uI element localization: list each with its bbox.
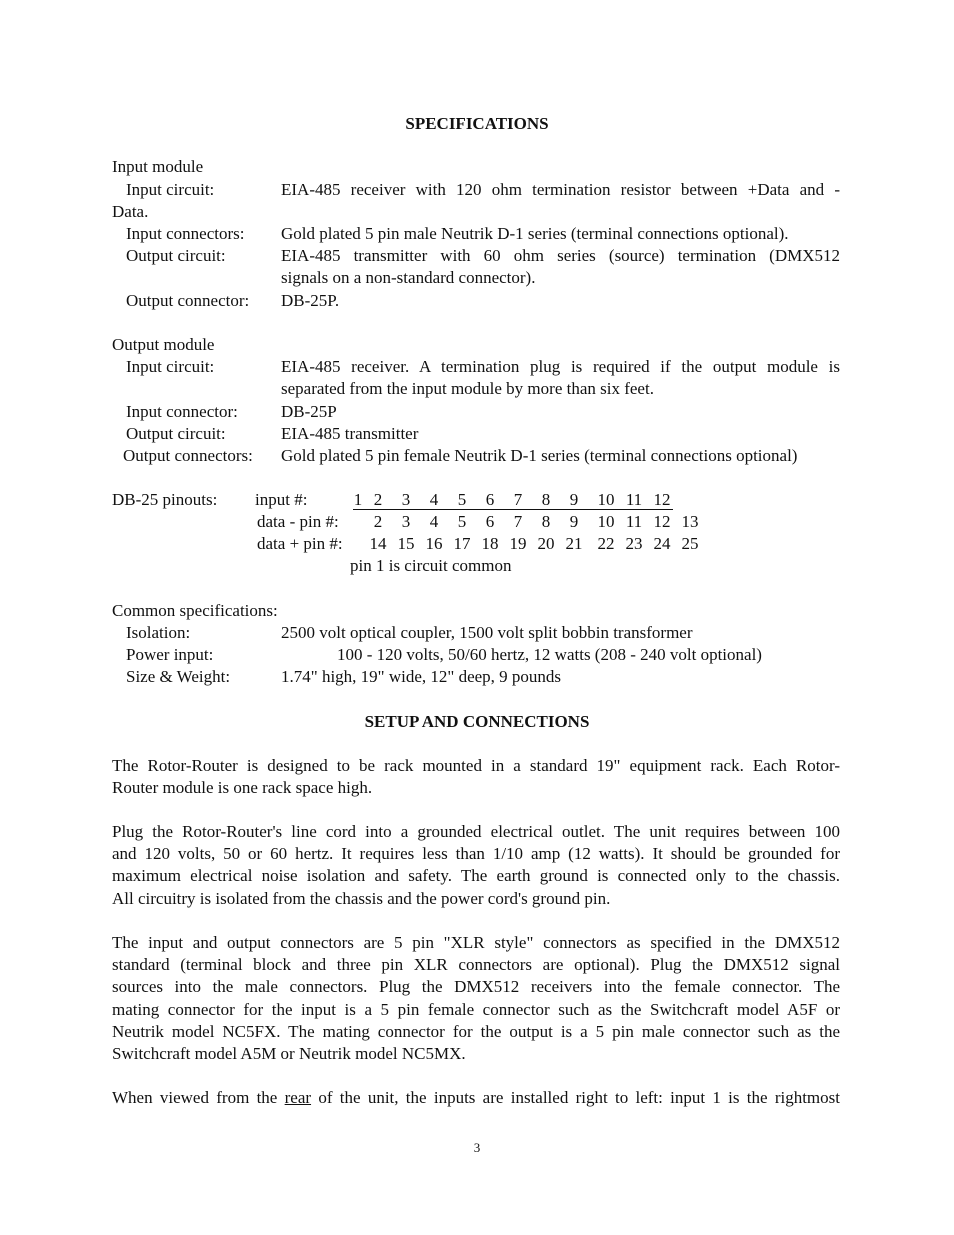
pinout-input-number: 12 [653, 490, 671, 509]
pinout-data-plus-pin: 14 [369, 534, 387, 553]
size-weight-value: 1.74" high, 19" wide, 12" deep, 9 pounds [281, 667, 562, 686]
pinout-input-number: 10 [597, 490, 615, 509]
pinout-data-minus-pin: 3 [401, 512, 411, 531]
paragraph-rack [112, 755, 840, 799]
paragraph-line: mating connector for the input is a 5 pin female connector such as the Switchcraft model A5F or [112, 999, 840, 1019]
paragraph-line: maximum electrical noise isolation and safety. The earth ground is connected only to the chassis. [112, 866, 840, 886]
pinout-data-minus-pin: 11 [625, 512, 643, 531]
input-connectors-label: Input connectors: [126, 224, 245, 243]
pinout-data-minus-pin: 12 [653, 512, 671, 531]
pinout-data-plus-pin: 23 [625, 534, 643, 553]
pinouts-data-plus-row [0, 533, 954, 555]
pinout-data-plus-pin: 18 [481, 534, 499, 553]
pinout-input-number: 11 [625, 490, 643, 509]
pinout-data-plus-pin: 16 [425, 534, 443, 553]
paragraph-connectors [112, 932, 840, 1065]
pinout-input-number: 9 [569, 490, 579, 509]
size-weight-label: Size & Weight: [126, 667, 231, 686]
om-input-circuit-value-cont: separated from the input module by more than six feet. [281, 379, 654, 398]
paragraph-line: Switchcraft model A5M or Neutrik model NC5MX. [112, 1044, 466, 1064]
pinout-data-plus-pin: 19 [509, 534, 527, 553]
pinout-data-minus-pin: 2 [373, 512, 383, 531]
pinout-data-plus-pin: 15 [397, 534, 415, 553]
pinout-input-number: 1 [353, 490, 363, 509]
om-output-connectors-label: Output connectors: [123, 446, 253, 465]
om-output-circuit-value: EIA-485 transmitter [281, 424, 419, 443]
om-output-circuit-label: Output circuit: [126, 424, 226, 443]
output-connector-label: Output connector: [126, 291, 250, 310]
paragraph-line: The input and output connectors are 5 pin "XLR style" connectors as specified in the DMX512 [112, 933, 840, 952]
pinouts-data-plus-label: data + pin #: [257, 534, 343, 553]
pinouts-data-minus-label: data - pin #: [257, 512, 339, 531]
paragraph-rear-view [112, 1087, 840, 1109]
input-connectors-value: Gold plated 5 pin male Neutrik D-1 series (terminal connections optional). [281, 224, 789, 243]
input-circuit-value: EIA-485 receiver with 120 ohm termination resistor between +Data and - [281, 180, 840, 199]
isolation-label: Isolation: [126, 623, 191, 642]
pinouts-label: DB-25 pinouts: [112, 490, 218, 509]
pinout-data-minus-pin: 6 [485, 512, 495, 531]
pinout-input-number: 2 [373, 490, 383, 509]
pinout-data-plus-pin: 17 [453, 534, 471, 553]
isolation-value: 2500 volt optical coupler, 1500 volt split bobbin transformer [281, 623, 693, 642]
page-number: 3 [473, 1140, 481, 1155]
pinout-input-number: 8 [541, 490, 551, 509]
rear-view-after: of the unit, the inputs are installed right to left: input 1 is the rightmost [311, 1088, 840, 1107]
output-module-title: Output module [112, 335, 215, 354]
pinout-data-minus-pin: 10 [597, 512, 615, 531]
output-circuit-value-cont: signals on a non-standard connector). [281, 268, 536, 287]
pinout-data-plus-pin: 25 [681, 534, 699, 553]
om-input-circuit-label: Input circuit: [126, 357, 215, 376]
input-circuit-label: Input circuit: [126, 180, 215, 199]
paragraph-line: and 120 volts, 50 or 60 hertz. It requires less than 1/10 amp (12 watts). It should be grounded for [112, 844, 840, 864]
output-connector-value: DB-25P. [281, 291, 340, 310]
om-output-connectors-value: Gold plated 5 pin female Neutrik D-1 series (terminal connections optional) [281, 446, 798, 465]
power-input-label: Power input: [126, 645, 214, 664]
common-specs-title: Common specifications: [112, 601, 278, 620]
om-input-connector-label: Input connector: [126, 402, 238, 421]
specifications-heading: SPECIFICATIONS [405, 114, 549, 133]
pinout-data-minus-pin: 9 [569, 512, 579, 531]
pinout-data-minus-pin: 4 [429, 512, 439, 531]
om-input-circuit-value: EIA-485 receiver. A termination plug is required if the output module is [281, 357, 840, 376]
paragraph-line: All circuitry is isolated from the chassis and the power cord's ground pin. [112, 888, 611, 908]
paragraph-power [112, 821, 840, 910]
pinout-input-number: 7 [513, 490, 523, 509]
pinout-input-number: 6 [485, 490, 495, 509]
paragraph-line: Plug the Rotor-Router's line cord into a grounded electrical outlet. The unit requires between 100 [112, 822, 840, 841]
pinout-data-plus-pin: 24 [653, 534, 671, 553]
rear-underlined: rear [284, 1088, 312, 1107]
pinout-data-minus-pin: 7 [513, 512, 523, 531]
power-input-value: 100 - 120 volts, 50/60 hertz, 12 watts (208 - 240 volt optional) [337, 645, 762, 664]
paragraph-line: standard (terminal block and three pin XLR connectors are optional). Plug the DMX512 signal [112, 955, 840, 975]
output-circuit-value: EIA-485 transmitter with 60 ohm series (source) termination (DMX512 [281, 246, 840, 265]
pinout-data-plus-pin: 21 [565, 534, 583, 553]
paragraph-line: The Rotor-Router is designed to be rack mounted in a standard 19" equipment rack. Each Rotor- [112, 756, 840, 775]
pinout-input-number: 5 [457, 490, 467, 509]
input-circuit-value-cont: Data. [112, 202, 149, 221]
pinout-data-plus-pin: 22 [597, 534, 615, 553]
pinout-data-plus-pin: 20 [537, 534, 555, 553]
pinout-data-minus-pin: 5 [457, 512, 467, 531]
pinout-data-minus-pin: 13 [681, 512, 699, 531]
paragraph-line: Router module is one rack space high. [112, 778, 373, 798]
paragraph-line [112, 1087, 840, 1109]
pinout-input-number: 3 [401, 490, 411, 509]
pinouts-input-underline [353, 509, 673, 510]
paragraph-line: Neutrik model NC5FX. The mating connector for the output is a 5 pin male connector such as the [112, 1021, 840, 1041]
pinouts-data-minus-row [0, 511, 954, 533]
pinouts-note: pin 1 is circuit common [350, 556, 512, 575]
pinouts-input-label: input #: [255, 490, 308, 509]
om-input-connector-value: DB-25P [281, 402, 337, 421]
setup-heading: SETUP AND CONNECTIONS [364, 712, 590, 731]
pinout-input-number: 4 [429, 490, 439, 509]
pinout-data-minus-pin: 8 [541, 512, 551, 531]
input-module-title: Input module [112, 157, 204, 176]
rear-view-before: When viewed from the [112, 1088, 285, 1107]
paragraph-line: sources into the male connectors. Plug the DMX512 receivers into the female connector. The [112, 977, 840, 997]
pinouts-input-row [0, 489, 954, 511]
output-circuit-label: Output circuit: [126, 246, 226, 265]
